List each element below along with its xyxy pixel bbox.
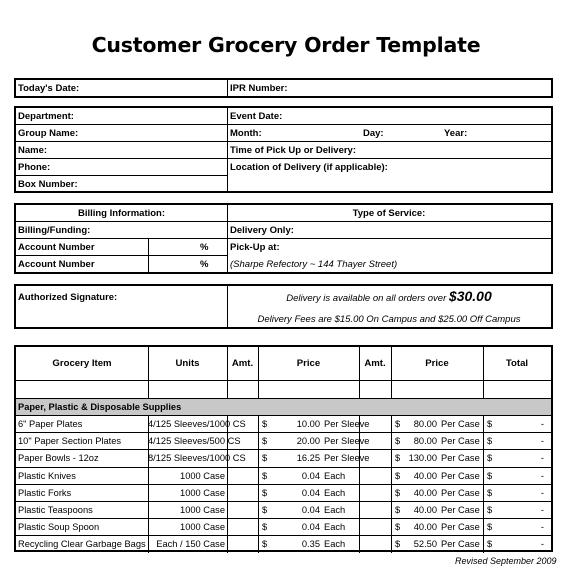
cell-d2: $ bbox=[395, 470, 401, 481]
table-row bbox=[16, 518, 551, 535]
month-label: Month: bbox=[230, 128, 262, 139]
cell-total: - bbox=[540, 487, 544, 498]
cell-total: - bbox=[540, 436, 544, 447]
table-row bbox=[16, 484, 551, 501]
cell-per2: Per Case bbox=[441, 470, 480, 481]
delivery-text: Delivery is available on all orders over bbox=[286, 293, 447, 304]
signature-box bbox=[14, 284, 553, 329]
cell-price2: 130.00 bbox=[408, 453, 437, 464]
location-label: Location of Delivery (if applicable): bbox=[230, 162, 388, 173]
cell-total: - bbox=[540, 453, 544, 464]
account-percent-1: % bbox=[200, 242, 209, 253]
header-box bbox=[14, 78, 553, 98]
cell-d1: $ bbox=[262, 539, 268, 550]
cell-price: 0.04 bbox=[301, 522, 320, 533]
cell-units: 1000 Case bbox=[180, 505, 225, 515]
cell-d3: $ bbox=[487, 470, 493, 481]
billing-funding-label: Billing/Funding: bbox=[18, 225, 91, 236]
cell-per2: Per Case bbox=[441, 419, 480, 429]
delivery-fees: Delivery Fees are $15.00 On Campus and $25.00 Off Campus bbox=[257, 314, 521, 325]
cell-d3: $ bbox=[487, 453, 493, 464]
cell-d3: $ bbox=[487, 436, 493, 447]
cell-d2: $ bbox=[395, 453, 401, 464]
cell-d1: $ bbox=[262, 453, 268, 464]
cell-total: - bbox=[540, 470, 544, 481]
cell-d3: $ bbox=[487, 522, 493, 533]
order-table bbox=[14, 345, 553, 552]
billing-information-label: Billing Information: bbox=[77, 208, 166, 219]
cell-d1: $ bbox=[262, 505, 268, 515]
day-label: Day: bbox=[363, 128, 384, 139]
cell-total: - bbox=[540, 539, 544, 550]
cell-d2: $ bbox=[395, 505, 401, 515]
header-price: Price bbox=[296, 358, 321, 369]
pick-up-at-label: Pick-Up at: bbox=[230, 242, 280, 253]
delivery-availability bbox=[227, 288, 551, 307]
header-total: Total bbox=[505, 358, 529, 369]
cell-units: Each / 150 Case bbox=[156, 539, 225, 550]
cell-price: 20.00 bbox=[296, 436, 320, 447]
cell-price2: 40.00 bbox=[413, 522, 437, 533]
cell-item: 6" Paper Plates bbox=[18, 419, 83, 429]
cell-d3: $ bbox=[487, 419, 493, 429]
account-number-1-label: Account Number bbox=[18, 242, 95, 253]
section-row bbox=[16, 398, 551, 415]
cell-per: Each bbox=[324, 522, 346, 533]
cell-d3: $ bbox=[487, 487, 493, 498]
cell-d2: $ bbox=[395, 436, 401, 447]
cell-item: Plastic Forks bbox=[18, 487, 72, 498]
cell-per: Each bbox=[324, 505, 346, 515]
cell-per: Per Sleeve bbox=[324, 436, 370, 447]
cell-price2: 40.00 bbox=[413, 505, 437, 515]
cell-price: 0.35 bbox=[301, 539, 320, 550]
header-grocery-item: Grocery Item bbox=[52, 358, 112, 369]
table-row bbox=[16, 415, 551, 432]
name-label: Name: bbox=[18, 145, 48, 156]
time-pickup-label: Time of Pick Up or Delivery: bbox=[230, 145, 357, 156]
account-percent-2: % bbox=[200, 259, 209, 270]
cell-units: 4/125 Sleeves/1000 CS bbox=[148, 419, 246, 429]
cell-d3: $ bbox=[487, 505, 493, 515]
cell-item: Plastic Soup Spoon bbox=[18, 522, 100, 533]
cell-total: - bbox=[540, 522, 544, 533]
cell-d3: $ bbox=[487, 539, 493, 550]
cell-per2: Per Case bbox=[441, 453, 480, 464]
table-row bbox=[16, 467, 551, 484]
cell-price: 0.04 bbox=[301, 505, 320, 515]
cell-item: 10" Paper Section Plates bbox=[18, 436, 122, 447]
table-row bbox=[16, 501, 551, 518]
cell-per2: Per Case bbox=[441, 539, 480, 550]
header-amt: Amt. bbox=[231, 358, 254, 369]
cell-per2: Per Case bbox=[441, 505, 480, 515]
event-date-label: Event Date: bbox=[230, 111, 283, 122]
cell-price2: 40.00 bbox=[413, 487, 437, 498]
header-units: Units bbox=[175, 358, 200, 369]
page-title: Customer Grocery Order Template bbox=[91, 33, 481, 57]
cell-units: 1000 Case bbox=[180, 487, 225, 498]
table-row bbox=[16, 535, 551, 552]
cell-price2: 52.50 bbox=[413, 539, 437, 550]
cell-price: 10.00 bbox=[296, 419, 320, 429]
authorized-signature-label: Authorized Signature: bbox=[18, 292, 118, 303]
type-of-service-label: Type of Service: bbox=[352, 208, 426, 219]
cell-d1: $ bbox=[262, 436, 268, 447]
box-number-label: Box Number: bbox=[18, 179, 78, 190]
header-amt-2: Amt. bbox=[364, 358, 386, 369]
cell-units: 1000 Case bbox=[180, 522, 225, 533]
cell-total: - bbox=[540, 505, 544, 515]
cell-per: Per Sleeve bbox=[324, 419, 370, 429]
year-label: Year: bbox=[444, 128, 468, 139]
cell-price2: 80.00 bbox=[413, 419, 437, 429]
cell-d1: $ bbox=[262, 470, 268, 481]
cell-d2: $ bbox=[395, 487, 401, 498]
cell-per: Each bbox=[324, 470, 346, 481]
group-name-label: Group Name: bbox=[18, 128, 79, 139]
cell-price: 16.25 bbox=[296, 453, 320, 464]
cell-per2: Per Case bbox=[441, 487, 480, 498]
table-row bbox=[16, 449, 551, 466]
cell-d2: $ bbox=[395, 539, 401, 550]
cell-item: Plastic Knives bbox=[18, 470, 76, 481]
pickup-address: (Sharpe Refectory ~ 144 Thayer Street) bbox=[230, 259, 398, 270]
cell-item: Recycling Clear Garbage Bags bbox=[18, 539, 146, 550]
cell-per: Per Sleeve bbox=[324, 453, 370, 464]
delivery-only-label: Delivery Only: bbox=[230, 225, 294, 236]
cell-price2: 80.00 bbox=[413, 436, 437, 447]
cell-per2: Per Case bbox=[441, 436, 480, 447]
cell-d1: $ bbox=[262, 419, 268, 429]
cell-units: 1000 Case bbox=[180, 470, 225, 481]
header-price-2: Price bbox=[425, 358, 449, 369]
section-label: Paper, Plastic & Disposable Supplies bbox=[18, 402, 182, 412]
delivery-amount: $30.00 bbox=[448, 288, 492, 304]
table-row bbox=[16, 432, 551, 449]
cell-d1: $ bbox=[262, 487, 268, 498]
cell-item: Plastic Teaspoons bbox=[18, 505, 93, 515]
cell-per2: Per Case bbox=[441, 522, 480, 533]
phone-label: Phone: bbox=[18, 162, 51, 173]
department-label: Department: bbox=[18, 111, 74, 122]
cell-units: 8/125 Sleeves/1000 CS bbox=[148, 453, 246, 464]
cell-price2: 40.00 bbox=[413, 470, 437, 481]
cell-per: Each bbox=[324, 487, 346, 498]
cell-price: 0.04 bbox=[301, 487, 320, 498]
cell-per: Each bbox=[324, 539, 346, 550]
cell-d1: $ bbox=[262, 522, 268, 533]
billing-box bbox=[14, 203, 553, 274]
todays-date-label: Today's Date: bbox=[18, 83, 80, 94]
cell-d2: $ bbox=[395, 522, 401, 533]
cell-total: - bbox=[540, 419, 544, 429]
revised-note: Revised September 2009 bbox=[455, 556, 557, 566]
cell-units: 4/125 Sleeves/500 CS bbox=[148, 436, 241, 447]
cell-item: Paper Bowls - 12oz bbox=[18, 453, 99, 464]
account-number-2-label: Account Number bbox=[18, 259, 95, 270]
contact-info-box bbox=[14, 106, 553, 193]
cell-price: 0.04 bbox=[301, 470, 320, 481]
cell-d2: $ bbox=[395, 419, 401, 429]
ipr-number-label: IPR Number: bbox=[230, 83, 288, 94]
